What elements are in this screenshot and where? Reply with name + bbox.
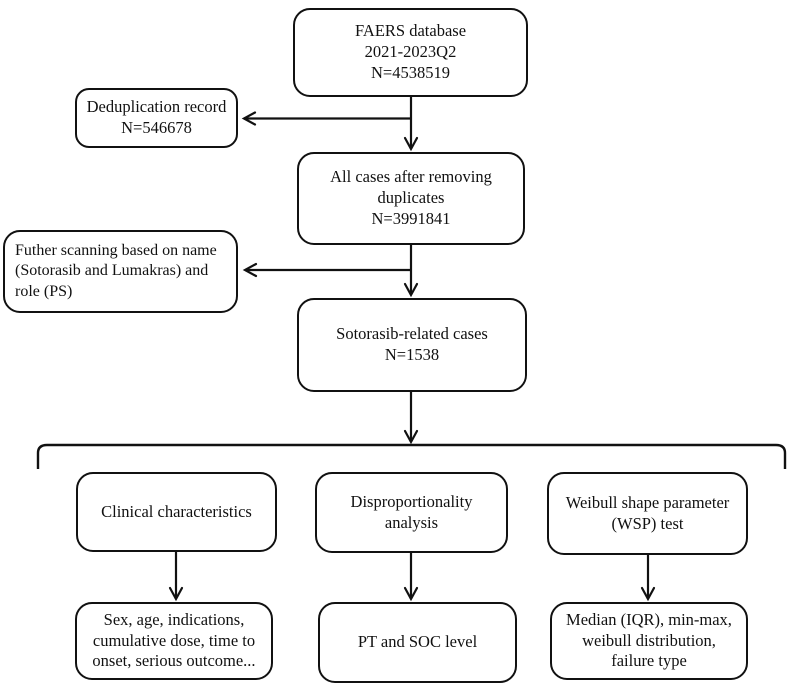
flow-box-clinical-detail bbox=[75, 602, 273, 680]
distribution-bracket bbox=[38, 445, 785, 469]
flow-box-faers-database bbox=[293, 8, 528, 97]
box-text-line: PT and SOC level bbox=[357, 632, 478, 652]
box-text-line: Sex, age, indications, bbox=[103, 609, 245, 629]
box-text-line: N=4538519 bbox=[371, 62, 450, 82]
flow-box-all-cases-after-dedup bbox=[297, 152, 525, 245]
box-text-line: Deduplication record bbox=[86, 97, 227, 117]
box-text-line: onset, serious outcome... bbox=[92, 651, 256, 671]
box-text-line: analysis bbox=[384, 512, 439, 532]
box-text-line: Weibull shape parameter bbox=[565, 492, 730, 512]
box-text-line: Futher scanning based on name bbox=[15, 242, 217, 260]
box-text-line: cumulative dose, time to bbox=[92, 630, 256, 650]
box-text-line: (Sotorasib and Lumakras) and bbox=[15, 262, 209, 280]
box-text-line: All cases after removing bbox=[330, 167, 492, 187]
flow-box-disproportionality-analysis bbox=[315, 472, 508, 553]
flow-box-deduplication-record bbox=[75, 88, 238, 148]
box-text-line: Clinical characteristics bbox=[101, 501, 252, 521]
box-text-line: N=3991841 bbox=[371, 208, 451, 228]
flow-box-weibull-detail bbox=[550, 602, 748, 680]
flow-box-weibull-test bbox=[547, 472, 748, 555]
box-text-line: (WSP) test bbox=[611, 513, 684, 533]
box-text-line: N=546678 bbox=[121, 118, 192, 137]
box-text-line: N=1538 bbox=[384, 345, 440, 364]
flow-box-pt-soc-level bbox=[318, 602, 517, 683]
box-text-line: duplicates bbox=[377, 188, 445, 208]
box-text-line: failure type bbox=[611, 651, 687, 671]
box-text-line: Median (IQR), min-max, bbox=[566, 609, 732, 629]
box-text-line: Sotorasib-related cases bbox=[336, 324, 488, 344]
box-text-line: Disproportionality bbox=[350, 491, 473, 511]
flow-box-sotorasib-cases bbox=[297, 298, 527, 392]
box-text-line: FAERS database bbox=[354, 21, 467, 41]
flow-box-clinical-characteristics bbox=[76, 472, 277, 552]
box-text-line: role (PS) bbox=[15, 282, 73, 300]
box-text-line: weibull distribution, bbox=[582, 630, 716, 650]
flow-box-further-scanning bbox=[3, 230, 238, 313]
box-text-line: 2021-2023Q2 bbox=[364, 42, 457, 62]
